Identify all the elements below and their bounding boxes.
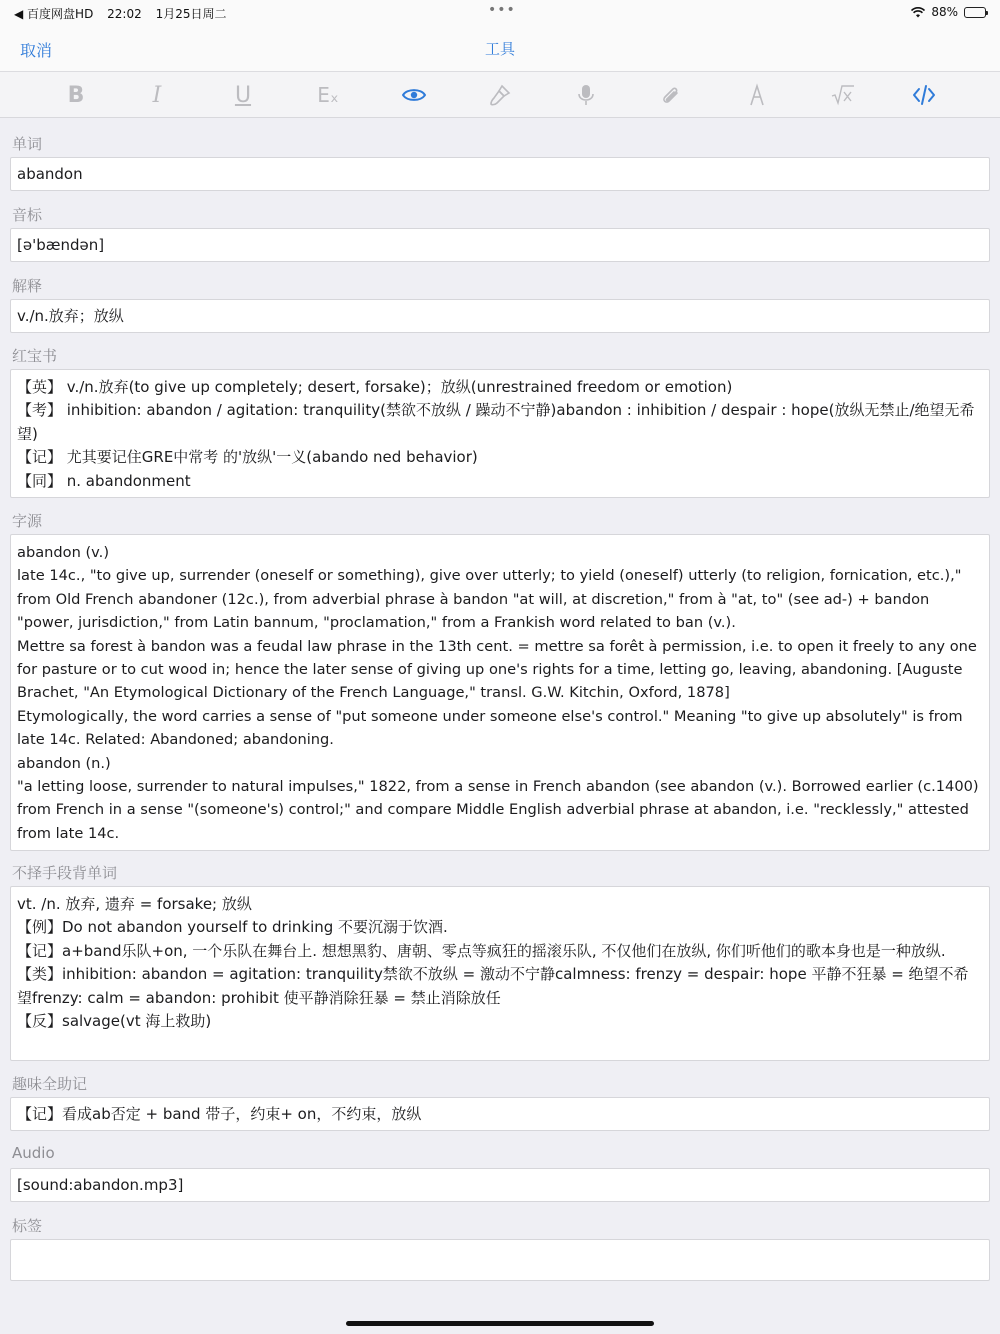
bold-icon: B (67, 82, 85, 108)
tags-label: 标签 (12, 1217, 43, 1235)
red-book-label: 红宝书 (12, 347, 58, 365)
by-any-means-field[interactable] (10, 886, 990, 1061)
red-book-line: 【英】 v./n.放弃(to give up completely; desert, forsake)；放纵(unrestrained freedom or emotion) (17, 378, 733, 396)
sqrt-icon (831, 84, 855, 106)
etymology-line: late 14c., "to give up, surrender (oneself or something), give over utterly; to yield (oneself) utterly (to religion, fornication, etc.)," from Old French abandoner (12c.), from adverbial phrase à bandon "at will, at discretion," from à "at, to" (see ad-) + bandon "power, jurisdiction," from Latin bannum, "proclamation," from a Frankish word related to ban (v.). (17, 567, 962, 632)
microphone-button[interactable] (571, 80, 601, 110)
pen-icon (747, 83, 767, 107)
status-time: 22:02 (107, 7, 142, 21)
bold-button[interactable] (61, 80, 91, 110)
meaning-field[interactable]: v./n.放弃；放纵 (10, 299, 990, 333)
navigation-bar (0, 24, 1000, 72)
eye-icon (402, 87, 426, 103)
microphone-icon (576, 83, 596, 107)
by-any-means-line: vt. /n. 放弃, 遗弃 = forsake; 放纵 (17, 895, 252, 913)
red-book-field[interactable] (10, 369, 990, 498)
etymology-line: "a letting loose, surrender to natural impulses," 1822, from a sense in French abandon (see abandon (v.). Borrowed earlier (c.1400) from French in a sense "(someone's) control;" and compare Middle English adverbial phrase at abandon, i.e. "recklessly," attested from late 14c. (17, 778, 979, 842)
etymology-field[interactable] (10, 534, 990, 851)
etymology-line: Etymologically, the word carries a sense of "put someone under someone else's control." Meaning "to give up absolutely" is from late 14c. Related: Abandoned; abandoning. (17, 707, 963, 749)
etymology-line: abandon (n.) (17, 754, 111, 772)
tools-title-button[interactable]: 工具 (484, 40, 515, 58)
italic-button[interactable] (142, 80, 172, 110)
red-book-line: 【考】 inhibition: abandon / agitation: tranquility(禁欲不放纵 / 躁动不宁静)abandon : inhibition / despair : hope(放纵无禁止/绝望无希望) (17, 401, 975, 443)
wifi-icon (911, 7, 925, 18)
draw-button[interactable] (742, 80, 772, 110)
clear-format-icon: Eₓ (317, 83, 339, 107)
code-icon (912, 84, 936, 106)
status-right (911, 5, 986, 19)
status-date: 1月25日周二 (155, 7, 227, 21)
brush-icon (488, 83, 512, 107)
word-label: 单词 (12, 135, 43, 153)
html-editor-button[interactable] (909, 80, 939, 110)
paperclip-icon (660, 83, 682, 107)
by-any-means-line: 【反】salvage(vt 海上救助) (17, 1012, 212, 1031)
audio-label: Audio (12, 1144, 55, 1162)
underline-icon: U (234, 82, 252, 108)
format-toolbar (0, 72, 1000, 118)
meaning-label: 解释 (12, 277, 43, 295)
etymology-line: abandon (v.) (17, 544, 110, 561)
attach-button[interactable] (656, 80, 686, 110)
phonetic-field[interactable]: [ə'bændən] (10, 228, 990, 262)
math-button[interactable] (828, 80, 858, 110)
phonetic-label: 音标 (12, 206, 43, 224)
multitasking-dots-icon[interactable]: ••• (488, 2, 516, 18)
home-indicator[interactable] (346, 1321, 654, 1326)
battery-percent: 88% (931, 5, 958, 19)
red-book-line: 【同】 n. abandonment (17, 471, 191, 490)
audio-field[interactable]: [sound:abandon.mp3] (10, 1168, 990, 1202)
cancel-button[interactable]: 取消 (20, 41, 53, 60)
word-field[interactable]: abandon (10, 157, 990, 191)
tags-field[interactable] (10, 1239, 990, 1281)
red-book-line: 【记】 尤其要记住GRE中常考 的'放纵'一义(abando ned behavior) (17, 448, 478, 467)
brush-button[interactable] (485, 80, 515, 110)
etymology-label: 字源 (12, 512, 43, 530)
battery-icon (964, 7, 986, 18)
italic-icon: I (152, 82, 162, 108)
underline-button[interactable] (228, 80, 258, 110)
clear-format-button[interactable] (313, 80, 343, 110)
status-left (14, 5, 236, 22)
by-any-means-line: 【记】a+band乐队+on, 一个乐队在舞台上. 想想黑豹、唐朝、零点等疯狂的摇滚乐队, 不仅他们在放纵, 你们听他们的歌本身也是一种放纵. (17, 941, 946, 960)
status-bar (0, 0, 1000, 24)
etymology-line: Mettre sa forest à bandon was a feudal law phrase in the 13th cent. = mettre sa forêt à permission, i.e. to open it freely to any one for pasture or to cut wood in; hence the later sense of giving up one's rights for a time, letting go, leaving, abandoning. [Auguste Brachet, "An Etymological Dictionary of the French Language," transl. G.W. Kitchin, Oxford, 1878] (17, 637, 977, 702)
by-any-means-label: 不择手段背单词 (12, 864, 118, 882)
back-to-app-link[interactable]: ◀ 百度网盘HD (14, 7, 94, 21)
fun-mnemonic-field[interactable]: 【记】看成ab否定 + band 带子，约束+ on，不约束，放纵 (10, 1097, 990, 1131)
fun-mnemonic-label: 趣味全助记 (12, 1075, 88, 1093)
preview-button[interactable] (399, 80, 429, 110)
by-any-means-line: 【例】Do not abandon yourself to drinking 不要沉溺于饮酒. (17, 918, 448, 937)
by-any-means-line: 【类】inhibition: abandon = agitation: tranquility禁欲不放纵 = 激动不宁静calmness: frenzy = despair: hope 平静不狂暴 = 绝望不希望frenzy: calm = abandon: prohibit 使平静消除狂暴 = 禁止消除放任 (17, 965, 969, 1007)
